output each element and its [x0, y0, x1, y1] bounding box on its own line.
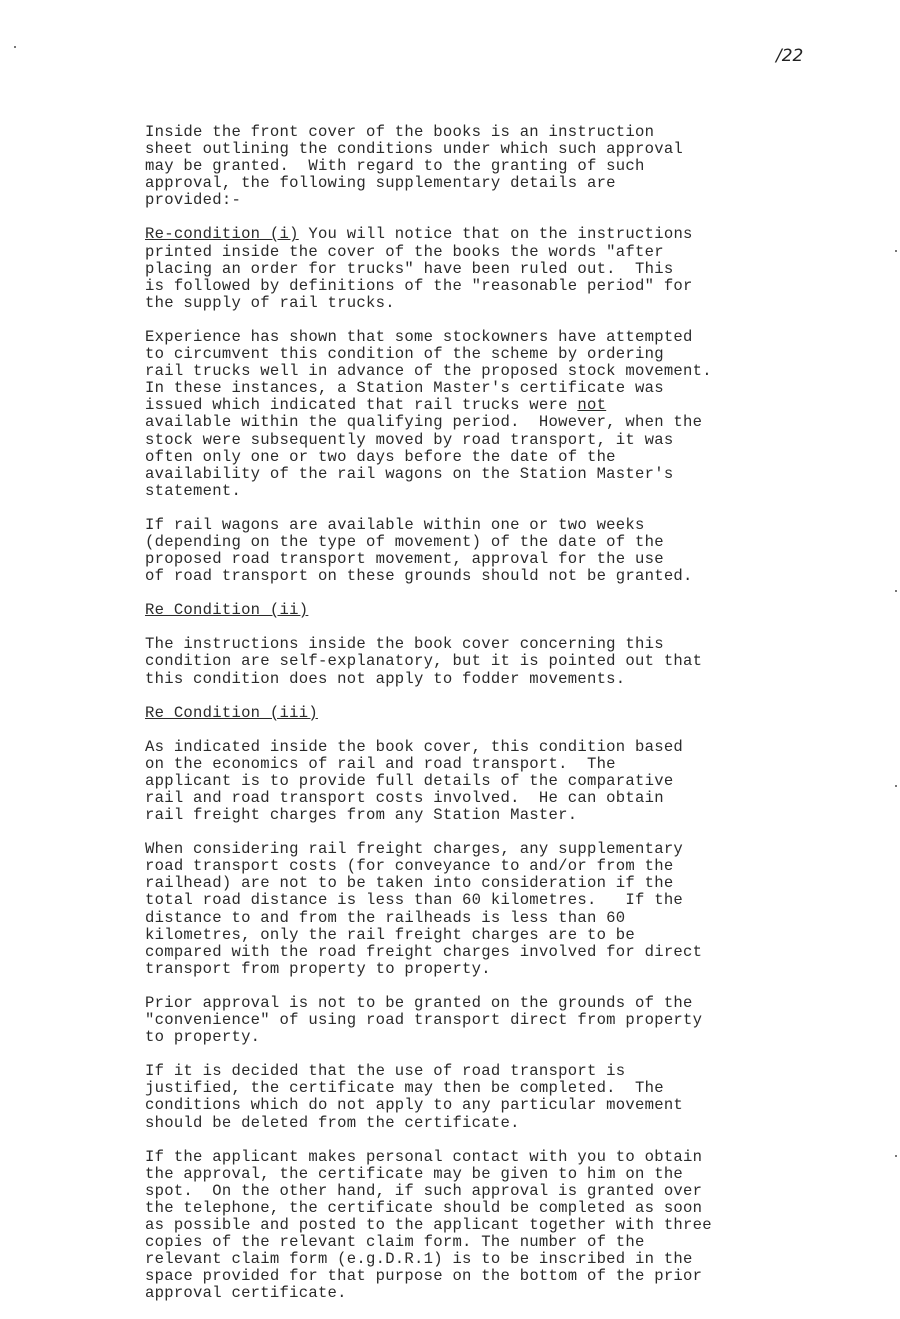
scan-speck [895, 590, 897, 592]
freight-charges-paragraph: When considering rail freight charges, any supplementary road transport costs (for conveyance to and/or from the railhead) are not to be taken into consideration if the total road distance is less than 60 kilometres. If the distance to and from the railheads is less than 60 kilometres, only the rail freight charges are to be compared with the road freight charges involved for direct transport from property to property. [145, 840, 703, 978]
scan-speck [895, 785, 897, 787]
document-body [145, 124, 875, 1319]
convenience-paragraph: Prior approval is not to be granted on the grounds of the "convenience" of using road transport direct from property to property. [145, 993, 703, 1047]
personal-contact-paragraph: If the applicant makes personal contact with you to obtain the approval, the certificate may be given to him on the spot. On the other hand, if such approval is granted over the telephone, the certificate should be completed as soon as possible and posted to the applicant together with three copies of the relevant claim form. The number of the relevant claim form (e.g.D.R.1) is to be inscribed in the space provided for that purpose on the bottom of the prior approval certificate. [145, 1147, 712, 1303]
justified-paragraph: If it is decided that the use of road transport is justified, the certificate may then be completed. The conditions which do not apply to any particular movement should be deleted from the certificate. [145, 1062, 684, 1132]
intro-paragraph: Inside the front cover of the books is an instruction sheet outlining the conditions under which such approval may be granted. With regard to the granting of such approval, the following supplementary details are provided:- [145, 123, 684, 210]
condition-i-heading: Re-condition (i) [145, 225, 299, 244]
scan-speck [895, 250, 897, 252]
condition-i-paragraph: Re-condition (i) You will notice that on the instructions printed inside the cover of the books the words "after placing an order for trucks" have been ruled out. This is followed by definitions of the "reasonable period" for the supply of rail trucks. [145, 225, 693, 312]
condition-ii-paragraph: The instructions inside the book cover concerning this condition are self-explanatory, but it is pointed out that this condition does not apply to fodder movements. [145, 635, 703, 688]
wagons-paragraph: If rail wagons are available within one or two weeks (depending on the type of movement) of the date of the proposed road transport movement, approval for the use of road transport on these grounds should not be granted. [145, 515, 693, 586]
condition-ii-heading: Re Condition (ii) [145, 601, 309, 620]
emphasis-not: not [577, 396, 607, 415]
experience-paragraph: Experience has shown that some stockowners have attempted to circumvent this condition of the scheme by ordering rail trucks well in advance of the proposed stock movement. In these instances, a Station Master's certificate was issued which indicated that rail trucks were not available within the qualifying period. However, when the stock were subsequently moved by road transport, it was often only one or two days before the date of the availability of the rail wagons on the Station Master's statement. [145, 327, 712, 500]
scan-speck [14, 46, 16, 48]
page-number: /22 [776, 46, 804, 66]
condition-iii-heading: Re Condition (iii) [145, 703, 318, 722]
condition-iii-paragraph: As indicated inside the book cover, this condition based on the economics of rail and road transport. The applicant is to provide full details of the comparative rail and road transport costs involved. He can obtain rail freight charges from any Station Master. [145, 737, 684, 825]
scan-speck [895, 1155, 897, 1157]
